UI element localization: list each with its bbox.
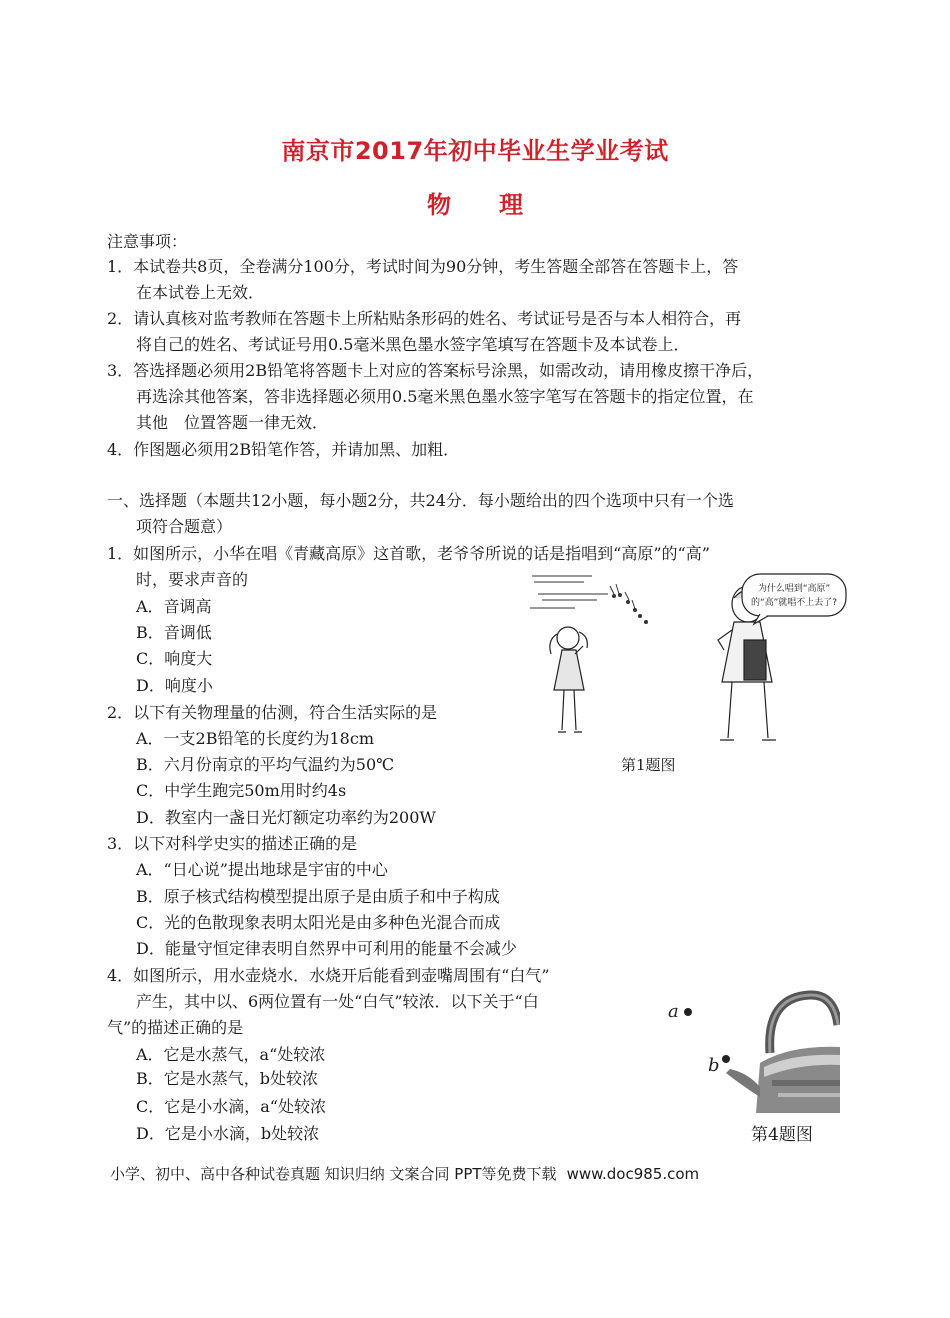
q3-option-d: D．能量守恒定律表明自然界中可利用的能量不会减少 bbox=[136, 939, 517, 958]
section-heading-line-2: 项符合题意） bbox=[136, 517, 233, 536]
q2-option-b: B．六月份南京的平均气温约为50℃ bbox=[136, 755, 395, 774]
speech-line-2: 的“高”就唱不上去了? bbox=[750, 598, 838, 608]
footer-watermark bbox=[110, 1163, 699, 1184]
q4-option-a: A．它是水蒸气，a“处较浓 bbox=[136, 1045, 326, 1064]
q4-figure-kettle bbox=[660, 985, 840, 1115]
q1-figure-illustration bbox=[520, 570, 850, 750]
note-3-line-2: 再选涂其他答案，答非选择题必须用0.5毫米黑色墨水签字笔写在答题卡的指定位置，在 bbox=[136, 387, 754, 406]
note-2-line-2: 将自己的姓名、考试证号用0.5毫米黑色墨水签字笔填写在答题卡及本试卷上． bbox=[136, 335, 690, 354]
note-3-line-3: 其他 位置答题一律无效． bbox=[136, 413, 329, 432]
q4-figure-caption: 第4题图 bbox=[751, 1125, 813, 1145]
q3-option-c: C．光的色散现象表明太阳光是由多种色光混合而成 bbox=[136, 913, 501, 932]
q4-option-d: D．它是小水滴，b处较浓 bbox=[136, 1124, 320, 1143]
subject-char-2: 理 bbox=[499, 191, 523, 219]
q1-stem-line-1: 1．如图所示，小华在唱《青藏高原》这首歌，老爷爷所说的话是指唱到“高原”的“高” bbox=[107, 544, 710, 563]
note-2-line-1: 2．请认真核对监考教师在答题卡上所粘贴条形码的姓名、考试证号是否与本人相符合，再 bbox=[107, 309, 742, 328]
footer-url[interactable]: www.doc985.com bbox=[566, 1165, 700, 1183]
q1-figure-caption: 第1题图 bbox=[621, 756, 676, 774]
q2-stem: 2．以下有关物理量的估测，符合生活实际的是 bbox=[107, 703, 438, 722]
q2-option-c: C．中学生跑完50m用时约4s bbox=[136, 781, 347, 800]
note-1-line-2: 在本试卷上无效． bbox=[136, 283, 265, 302]
subject-title bbox=[0, 185, 950, 220]
subject-char-1: 物 bbox=[427, 191, 451, 219]
q1-option-c: C．响度大 bbox=[136, 649, 213, 668]
note-1-line-1: 1．本试卷共8页，全卷满分100分，考试时间为90分钟，考生答题全部答在答题卡上，答 bbox=[107, 257, 739, 276]
q4-stem-line-1: 4．如图所示，用水壶烧水．水烧开后能看到壶嘴周围有“白气” bbox=[107, 966, 550, 985]
q3-stem: 3．以下对科学史实的描述正确的是 bbox=[107, 834, 358, 853]
note-3-line-1: 3．答选择题必须用2B铅笔将答题卡上对应的答案标号涂黑，如需改动，请用橡皮擦干净后， bbox=[107, 361, 764, 380]
q2-option-d: D．教室内一盏日光灯额定功率约为200W bbox=[136, 808, 436, 827]
q1-option-d: D．响度小 bbox=[136, 676, 213, 695]
q1-option-a: A．音调高 bbox=[136, 597, 212, 616]
q4-option-c: C．它是小水滴，a“处较浓 bbox=[136, 1097, 326, 1116]
note-4: 4．作图题必须用2B铅笔作答，并请加黑、加粗． bbox=[107, 440, 460, 459]
point-label-a: a bbox=[668, 1001, 679, 1022]
point-b-marker bbox=[722, 1055, 730, 1063]
q1-stem-line-2: 时，要求声音的 bbox=[136, 570, 249, 589]
q2-option-a: A．一支2B铅笔的长度约为18cm bbox=[136, 729, 374, 748]
q3-option-a: A．“日心说”提出地球是宇宙的中心 bbox=[136, 860, 388, 879]
speech-line-1: 为什么唱到“高原” bbox=[757, 584, 831, 594]
exam-title: 南京市2017年初中毕业生学业考试 bbox=[281, 137, 669, 165]
q4-stem-line-3: 气”的描述正确的是 bbox=[107, 1018, 244, 1037]
q4-option-b: B．它是水蒸气，b处较浓 bbox=[136, 1069, 319, 1088]
notes-heading: 注意事项： bbox=[107, 232, 188, 251]
point-a-marker bbox=[684, 1008, 692, 1016]
q4-stem-line-2: 产生，其中以、6两位置有一处“白气”较浓．以下关于“白 bbox=[136, 992, 539, 1011]
section-heading-line-1: 一、选择题（本题共12小题，每小题2分，共24分．每小题给出的四个选项中只有一个选 bbox=[107, 491, 734, 510]
footer-text: 小学、初中、高中各种试卷真题 知识归纳 文案合同 PPT等免费下载 bbox=[110, 1165, 557, 1183]
q1-option-b: B．音调低 bbox=[136, 623, 212, 642]
q3-option-b: B．原子核式结构模型提出原子是由质子和中子构成 bbox=[136, 887, 500, 906]
point-label-b: b bbox=[708, 1055, 720, 1076]
